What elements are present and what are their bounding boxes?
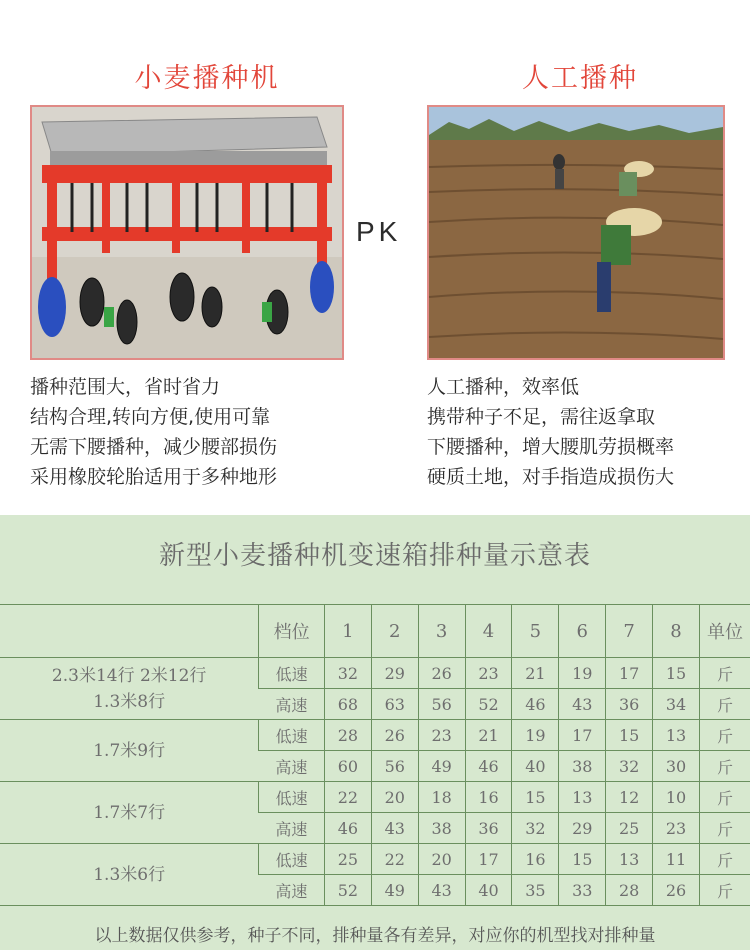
rate-cell: 15 bbox=[512, 782, 559, 813]
model-cell bbox=[0, 658, 259, 720]
header-gear-3: 3 bbox=[418, 605, 465, 658]
rate-cell: 63 bbox=[371, 689, 418, 720]
rate-cell: 32 bbox=[606, 751, 653, 782]
rate-cell: 28 bbox=[606, 875, 653, 906]
seeder-machine-image bbox=[30, 105, 344, 360]
rate-cell: 56 bbox=[371, 751, 418, 782]
rate-cell: 26 bbox=[418, 658, 465, 689]
header-unit-label: 单位 bbox=[699, 605, 750, 658]
rate-cell: 36 bbox=[606, 689, 653, 720]
rate-cell: 15 bbox=[606, 720, 653, 751]
header-gear-4: 4 bbox=[465, 605, 512, 658]
table-row bbox=[0, 844, 750, 875]
header-gear-label: 档位 bbox=[259, 605, 325, 658]
rate-cell: 19 bbox=[559, 658, 606, 689]
table-row bbox=[0, 658, 750, 689]
seeder-line: 结构合理,转向方便,使用可靠 bbox=[30, 406, 271, 428]
seeder-line: 无需下腰播种，减少腰部损伤 bbox=[30, 436, 278, 458]
model-cell bbox=[0, 844, 259, 906]
rate-cell: 26 bbox=[371, 720, 418, 751]
rate-cell: 38 bbox=[418, 813, 465, 844]
model-line: 1.7米7行 bbox=[93, 802, 166, 823]
speed-cell: 低速 bbox=[259, 720, 325, 751]
model-cell bbox=[0, 720, 259, 782]
rate-cell: 29 bbox=[371, 658, 418, 689]
manual-line: 下腰播种，增大腰肌劳损概率 bbox=[427, 436, 675, 458]
model-cell bbox=[0, 782, 259, 844]
model-line: 1.3米8行 bbox=[93, 691, 166, 712]
unit-cell: 斤 bbox=[699, 751, 750, 782]
rate-cell: 28 bbox=[324, 720, 371, 751]
header-model-cell bbox=[0, 605, 259, 658]
rate-cell: 13 bbox=[606, 844, 653, 875]
rate-cell: 11 bbox=[653, 844, 700, 875]
speed-cell: 高速 bbox=[259, 689, 325, 720]
header-gear-6: 6 bbox=[559, 605, 606, 658]
model-line: 1.3米6行 bbox=[93, 864, 166, 885]
header-gear-5: 5 bbox=[512, 605, 559, 658]
rate-cell: 40 bbox=[465, 875, 512, 906]
speed-cell: 高速 bbox=[259, 875, 325, 906]
speed-cell: 低速 bbox=[259, 782, 325, 813]
rate-cell: 49 bbox=[371, 875, 418, 906]
rate-cell: 56 bbox=[418, 689, 465, 720]
rate-cell: 25 bbox=[606, 813, 653, 844]
rate-cell: 34 bbox=[653, 689, 700, 720]
rate-cell: 13 bbox=[653, 720, 700, 751]
rate-cell: 43 bbox=[559, 689, 606, 720]
header-gear-7: 7 bbox=[606, 605, 653, 658]
unit-cell: 斤 bbox=[699, 875, 750, 906]
rate-cell: 17 bbox=[559, 720, 606, 751]
manual-line: 硬质土地，对手指造成损伤大 bbox=[427, 466, 675, 488]
rate-cell: 43 bbox=[371, 813, 418, 844]
model-line: 2.3米14行 2米12行 bbox=[51, 665, 207, 686]
manual-sowing-image bbox=[427, 105, 725, 360]
rate-cell: 16 bbox=[465, 782, 512, 813]
rate-cell: 17 bbox=[606, 658, 653, 689]
model-line: 1.7米9行 bbox=[93, 740, 166, 761]
manual-disadvantages bbox=[427, 372, 747, 492]
rate-cell: 35 bbox=[512, 875, 559, 906]
rate-cell: 13 bbox=[559, 782, 606, 813]
speed-cell: 高速 bbox=[259, 751, 325, 782]
rate-cell: 46 bbox=[465, 751, 512, 782]
rate-cell: 23 bbox=[465, 658, 512, 689]
seeder-line: 播种范围大，省时省力 bbox=[30, 376, 221, 398]
table-header-row bbox=[0, 605, 750, 658]
seeding-rate-section bbox=[0, 515, 750, 950]
speed-cell: 低速 bbox=[259, 844, 325, 875]
rate-cell: 22 bbox=[324, 782, 371, 813]
rate-cell: 33 bbox=[559, 875, 606, 906]
rate-cell: 29 bbox=[559, 813, 606, 844]
pk-label: PK bbox=[356, 216, 402, 247]
header-gear-1: 1 bbox=[324, 605, 371, 658]
rate-cell: 40 bbox=[512, 751, 559, 782]
rate-cell: 21 bbox=[465, 720, 512, 751]
seeder-advantages bbox=[30, 372, 350, 492]
table-row bbox=[0, 782, 750, 813]
seeding-rate-table bbox=[0, 604, 750, 906]
rate-cell: 19 bbox=[512, 720, 559, 751]
rate-cell: 30 bbox=[653, 751, 700, 782]
rate-cell: 15 bbox=[653, 658, 700, 689]
speed-cell: 低速 bbox=[259, 658, 325, 689]
rate-cell: 38 bbox=[559, 751, 606, 782]
manual-title: 人工播种 bbox=[522, 63, 638, 94]
speed-cell: 高速 bbox=[259, 813, 325, 844]
unit-cell: 斤 bbox=[699, 844, 750, 875]
rate-cell: 49 bbox=[418, 751, 465, 782]
manual-line: 携带种子不足，需往返拿取 bbox=[427, 406, 656, 428]
header-gear-2: 2 bbox=[371, 605, 418, 658]
rate-cell: 36 bbox=[465, 813, 512, 844]
rate-cell: 20 bbox=[371, 782, 418, 813]
unit-cell: 斤 bbox=[699, 720, 750, 751]
rate-cell: 26 bbox=[653, 875, 700, 906]
rate-cell: 16 bbox=[512, 844, 559, 875]
rate-cell: 46 bbox=[512, 689, 559, 720]
rate-cell: 21 bbox=[512, 658, 559, 689]
rate-cell: 32 bbox=[512, 813, 559, 844]
rate-cell: 10 bbox=[653, 782, 700, 813]
manual-line: 人工播种，效率低 bbox=[427, 376, 580, 398]
unit-cell: 斤 bbox=[699, 658, 750, 689]
header-gear-8: 8 bbox=[653, 605, 700, 658]
rate-cell: 18 bbox=[418, 782, 465, 813]
rate-cell: 22 bbox=[371, 844, 418, 875]
unit-cell: 斤 bbox=[699, 689, 750, 720]
rate-cell: 20 bbox=[418, 844, 465, 875]
rate-cell: 23 bbox=[418, 720, 465, 751]
rate-cell: 12 bbox=[606, 782, 653, 813]
rate-cell: 46 bbox=[324, 813, 371, 844]
rate-cell: 43 bbox=[418, 875, 465, 906]
seeder-line: 采用橡胶轮胎适用于多种地形 bbox=[30, 466, 278, 488]
unit-cell: 斤 bbox=[699, 813, 750, 844]
seeder-title: 小麦播种机 bbox=[134, 63, 280, 94]
rate-cell: 15 bbox=[559, 844, 606, 875]
rate-cell: 32 bbox=[324, 658, 371, 689]
rate-cell: 23 bbox=[653, 813, 700, 844]
rate-cell: 68 bbox=[324, 689, 371, 720]
table-title: 新型小麦播种机变速箱排种量示意表 bbox=[158, 541, 591, 571]
table-footnote: 以上数据仅供参考，种子不同，排种量各有差异，对应你的机型找对排种量 bbox=[94, 926, 656, 946]
rate-cell: 60 bbox=[324, 751, 371, 782]
rate-cell: 52 bbox=[465, 689, 512, 720]
rate-cell: 52 bbox=[324, 875, 371, 906]
rate-cell: 25 bbox=[324, 844, 371, 875]
table-row bbox=[0, 720, 750, 751]
unit-cell: 斤 bbox=[699, 782, 750, 813]
rate-cell: 17 bbox=[465, 844, 512, 875]
